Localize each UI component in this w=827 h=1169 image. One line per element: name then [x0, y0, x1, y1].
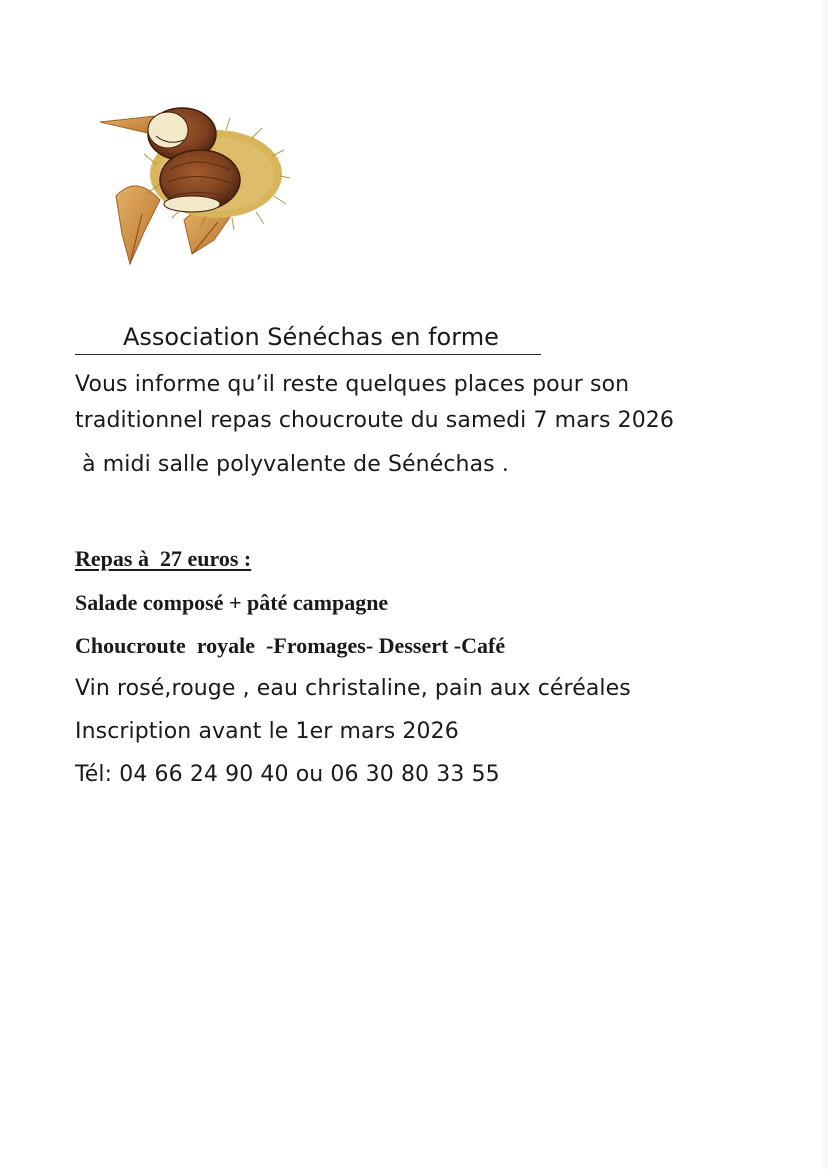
menu-item-main: Choucroute royale -Fromages- Dessert -Café — [75, 633, 506, 658]
scan-edge — [821, 0, 827, 1169]
page-title: Association Sénéchas en forme — [123, 323, 499, 351]
announcement-line-3: à midi salle polyvalente de Sénéchas . — [75, 452, 509, 477]
menu-drinks: Vin rosé,rouge , eau christaline, pain aux céréales — [75, 676, 631, 701]
announcement-line-2: traditionnel repas choucroute du samedi 7 mars 2026 — [75, 408, 674, 433]
menu-item-starter: Salade composé + pâté campagne — [75, 590, 389, 615]
menu-heading: Repas à 27 euros : — [75, 546, 252, 571]
chestnut-icon — [96, 104, 292, 268]
announcement-line-1: Vous informe qu’il reste quelques places pour son — [75, 372, 630, 397]
phone-numbers: Tél: 04 66 24 90 40 ou 06 30 80 33 55 — [75, 762, 500, 787]
title-underline — [75, 322, 541, 355]
registration-deadline: Inscription avant le 1er mars 2026 — [75, 719, 459, 744]
